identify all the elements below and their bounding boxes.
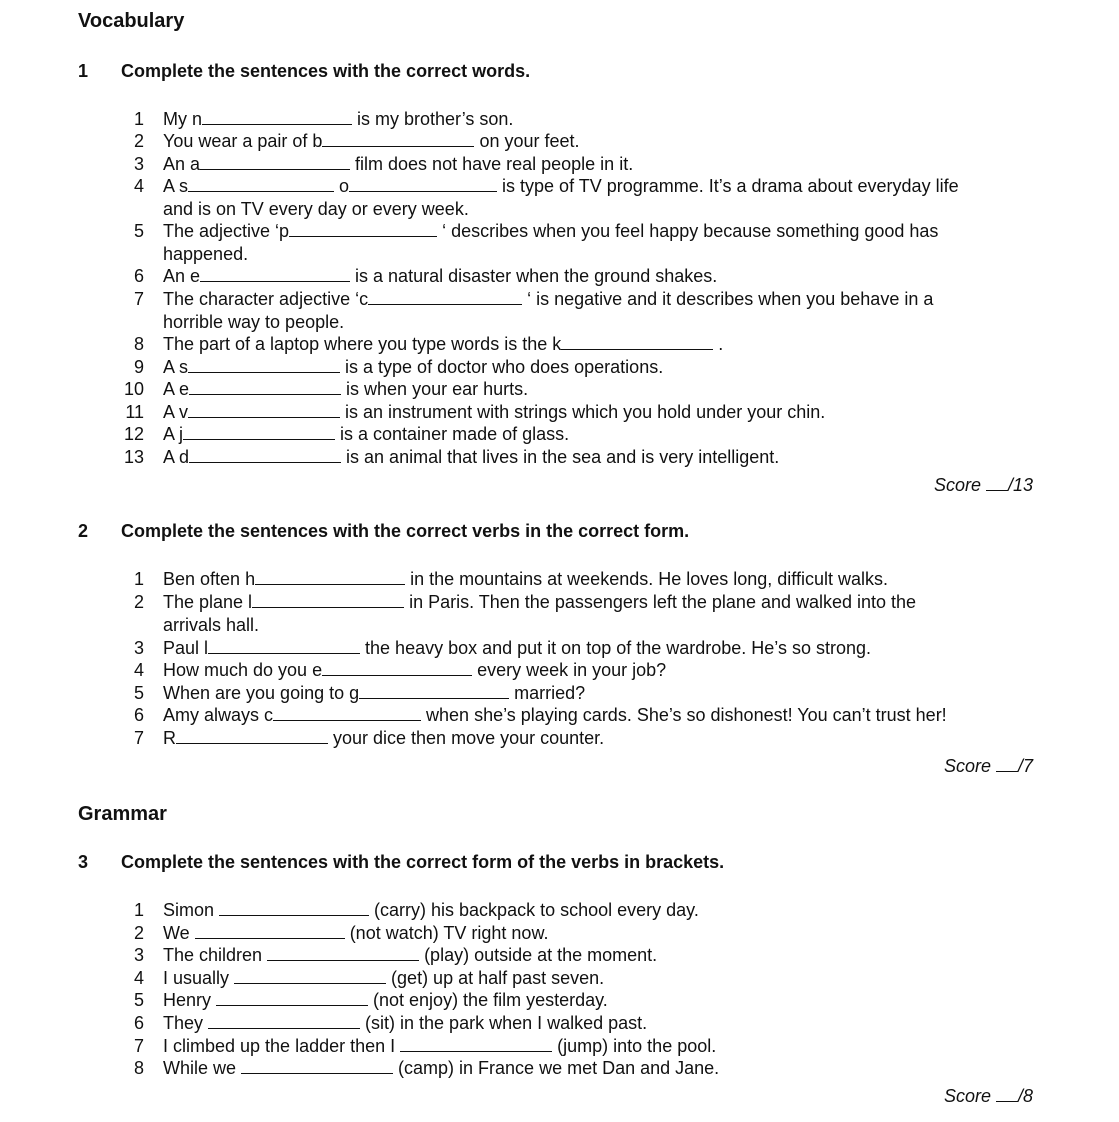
item-text: ‘ describes when you feel happy because something good has bbox=[437, 221, 939, 241]
exercise-number: 2 bbox=[78, 521, 89, 541]
item-number: 1 bbox=[133, 900, 144, 920]
item-prompt: How much do you e bbox=[163, 660, 323, 680]
item-number: 2 bbox=[133, 131, 144, 151]
answer-blank[interactable] bbox=[189, 380, 341, 395]
item-prompt: An e bbox=[163, 266, 201, 286]
answer-blank[interactable] bbox=[322, 661, 472, 676]
item-prompt: Simon bbox=[163, 900, 220, 920]
exercise-1-title bbox=[78, 61, 530, 82]
item-number: 6 bbox=[133, 1013, 144, 1033]
answer-blank[interactable] bbox=[208, 639, 360, 654]
score-label: Score bbox=[943, 756, 991, 776]
answer-blank[interactable] bbox=[273, 706, 421, 721]
exercise-instruction: Complete the sentences with the correct words. bbox=[121, 61, 531, 81]
answer-blank[interactable] bbox=[368, 290, 522, 305]
answer-blank[interactable] bbox=[359, 684, 509, 699]
answer-blank[interactable] bbox=[200, 267, 350, 282]
item-prompt: The character adjective ‘c bbox=[163, 289, 369, 309]
answer-blank[interactable] bbox=[322, 132, 474, 147]
score-total: /13 bbox=[1007, 475, 1033, 495]
item-text: (jump) into the pool. bbox=[552, 1036, 717, 1056]
score-total: /7 bbox=[1017, 756, 1033, 776]
item-text: (play) outside at the moment. bbox=[419, 945, 658, 965]
item-prompt: Amy always c bbox=[163, 705, 274, 725]
item-number: 6 bbox=[133, 266, 144, 286]
answer-blank[interactable] bbox=[255, 570, 405, 585]
item-text: is type of TV programme. It’s a drama about everyday life bbox=[497, 176, 959, 196]
item-number: 5 bbox=[133, 683, 144, 703]
answer-blank[interactable] bbox=[561, 335, 713, 350]
item-prompt: The part of a laptop where you type words is the k bbox=[163, 334, 562, 354]
item-prompt: A v bbox=[163, 402, 189, 422]
exercise-2-score bbox=[944, 756, 1033, 777]
answer-blank[interactable] bbox=[216, 991, 368, 1006]
answer-blank[interactable] bbox=[267, 946, 419, 961]
item-text: is an instrument with strings which you hold under your chin. bbox=[340, 402, 826, 422]
item-number: 3 bbox=[133, 638, 144, 658]
item-text: (get) up at half past seven. bbox=[386, 968, 605, 988]
exercise-3-score bbox=[944, 1086, 1033, 1107]
score-total: /8 bbox=[1017, 1086, 1033, 1106]
answer-blank[interactable] bbox=[208, 1014, 360, 1029]
item-number: 3 bbox=[133, 154, 144, 174]
item-prompt: A e bbox=[163, 379, 190, 399]
item-text: is a container made of glass. bbox=[335, 424, 570, 444]
item-text: every week in your job? bbox=[472, 660, 667, 680]
item-text: is my brother’s son. bbox=[352, 109, 514, 129]
score-blank[interactable] bbox=[996, 1087, 1018, 1102]
item-text: on your feet. bbox=[474, 131, 580, 151]
item-text: film does not have real people in it. bbox=[350, 154, 634, 174]
item-text-continued: horrible way to people. bbox=[163, 312, 345, 332]
item-prompt: A s bbox=[163, 176, 189, 196]
item-text: is an animal that lives in the sea and is very intelligent. bbox=[341, 447, 780, 467]
item-prompt: The children bbox=[163, 945, 268, 965]
item-prompt: A s bbox=[163, 357, 189, 377]
item-text: (camp) in France we met Dan and Jane. bbox=[393, 1058, 720, 1078]
section-heading-grammar: Grammar bbox=[78, 803, 167, 825]
item-number: 5 bbox=[133, 990, 144, 1010]
item-prompt: Henry bbox=[163, 990, 217, 1010]
answer-blank[interactable] bbox=[241, 1059, 393, 1074]
item-prompt-2: o bbox=[334, 176, 350, 196]
item-prompt: Paul l bbox=[163, 638, 209, 658]
exercise-instruction: Complete the sentences with the correct verbs in the correct form. bbox=[121, 521, 690, 541]
item-number: 7 bbox=[133, 289, 144, 309]
item-number: 10 bbox=[123, 379, 144, 399]
item-prompt: My n bbox=[163, 109, 203, 129]
item-prompt: A j bbox=[163, 424, 184, 444]
item-number: 11 bbox=[125, 402, 144, 422]
answer-blank[interactable] bbox=[234, 969, 386, 984]
item-text: is when your ear hurts. bbox=[341, 379, 529, 399]
item-number: 9 bbox=[133, 357, 144, 377]
item-number: 13 bbox=[123, 447, 144, 467]
item-text: . bbox=[713, 334, 724, 354]
answer-blank[interactable] bbox=[183, 425, 335, 440]
item-text-continued: and is on TV every day or every week. bbox=[163, 199, 469, 219]
item-text-continued: happened. bbox=[163, 244, 249, 264]
item-text: is a natural disaster when the ground shakes. bbox=[350, 266, 718, 286]
item-number: 8 bbox=[133, 1058, 144, 1078]
answer-blank[interactable] bbox=[349, 177, 497, 192]
item-prompt: The adjective ‘p bbox=[163, 221, 290, 241]
item-text: is a type of doctor who does operations. bbox=[340, 357, 664, 377]
section-heading-vocabulary: Vocabulary bbox=[78, 10, 185, 32]
item-text-continued: arrivals hall. bbox=[163, 615, 260, 635]
answer-blank[interactable] bbox=[200, 155, 350, 170]
item-prompt: An a bbox=[163, 154, 201, 174]
answer-blank[interactable] bbox=[188, 403, 340, 418]
answer-blank[interactable] bbox=[195, 924, 345, 939]
exercise-instruction: Complete the sentences with the correct form of the verbs in brackets. bbox=[121, 852, 725, 872]
item-text: (carry) his backpack to school every day. bbox=[369, 900, 699, 920]
answer-blank[interactable] bbox=[400, 1037, 552, 1052]
item-text: (not watch) TV right now. bbox=[344, 923, 549, 943]
item-prompt: The plane l bbox=[163, 592, 253, 612]
answer-blank[interactable] bbox=[202, 110, 352, 125]
exercise-3-title bbox=[78, 852, 724, 873]
item-prompt: R bbox=[163, 728, 176, 748]
item-text: when she’s playing cards. She’s so dishonest! You can’t trust her! bbox=[421, 705, 947, 725]
score-label: Score bbox=[933, 475, 981, 495]
item-number: 7 bbox=[133, 728, 144, 748]
item-number: 1 bbox=[133, 569, 144, 589]
item-prompt: They bbox=[163, 1013, 209, 1033]
item-number: 2 bbox=[133, 923, 144, 943]
item-number: 8 bbox=[133, 334, 144, 354]
exercise-number: 3 bbox=[78, 852, 89, 872]
item-number: 2 bbox=[133, 592, 144, 612]
answer-blank[interactable] bbox=[219, 901, 369, 916]
item-text: (sit) in the park when I walked past. bbox=[360, 1013, 648, 1033]
item-number: 7 bbox=[133, 1036, 144, 1056]
item-text: the heavy box and put it on top of the wardrobe. He’s so strong. bbox=[360, 638, 872, 658]
item-text: ‘ is negative and it describes when you behave in a bbox=[522, 289, 934, 309]
exercise-number: 1 bbox=[78, 61, 89, 81]
exercise-2-title bbox=[78, 521, 689, 542]
answer-blank[interactable] bbox=[189, 448, 341, 463]
item-number: 12 bbox=[123, 424, 144, 444]
answer-blank[interactable] bbox=[188, 177, 334, 192]
item-prompt: When are you going to g bbox=[163, 683, 360, 703]
item-prompt: I climbed up the ladder then I bbox=[163, 1036, 401, 1056]
item-number: 5 bbox=[133, 221, 144, 241]
item-text: (not enjoy) the film yesterday. bbox=[368, 990, 608, 1010]
item-number: 1 bbox=[133, 109, 144, 129]
item-number: 4 bbox=[133, 660, 144, 680]
item-prompt: I usually bbox=[163, 968, 235, 988]
answer-blank[interactable] bbox=[176, 729, 328, 744]
answer-blank[interactable] bbox=[252, 593, 404, 608]
item-text: in the mountains at weekends. He loves long, difficult walks. bbox=[405, 569, 889, 589]
score-label: Score bbox=[943, 1086, 991, 1106]
item-text: married? bbox=[509, 683, 586, 703]
answer-blank[interactable] bbox=[289, 222, 437, 237]
item-prompt: Ben often h bbox=[163, 569, 256, 589]
item-number: 3 bbox=[133, 945, 144, 965]
item-number: 4 bbox=[133, 968, 144, 988]
item-prompt: While we bbox=[163, 1058, 242, 1078]
item-prompt: We bbox=[163, 923, 195, 943]
item-prompt: A d bbox=[163, 447, 190, 467]
answer-blank[interactable] bbox=[188, 358, 340, 373]
item-number: 6 bbox=[133, 705, 144, 725]
item-text: in Paris. Then the passengers left the plane and walked into the bbox=[404, 592, 917, 612]
score-blank[interactable] bbox=[996, 757, 1018, 772]
exercise-1-score bbox=[934, 475, 1033, 496]
item-prompt: You wear a pair of b bbox=[163, 131, 323, 151]
score-blank[interactable] bbox=[986, 476, 1008, 491]
item-text: your dice then move your counter. bbox=[328, 728, 605, 748]
item-number: 4 bbox=[133, 176, 144, 196]
